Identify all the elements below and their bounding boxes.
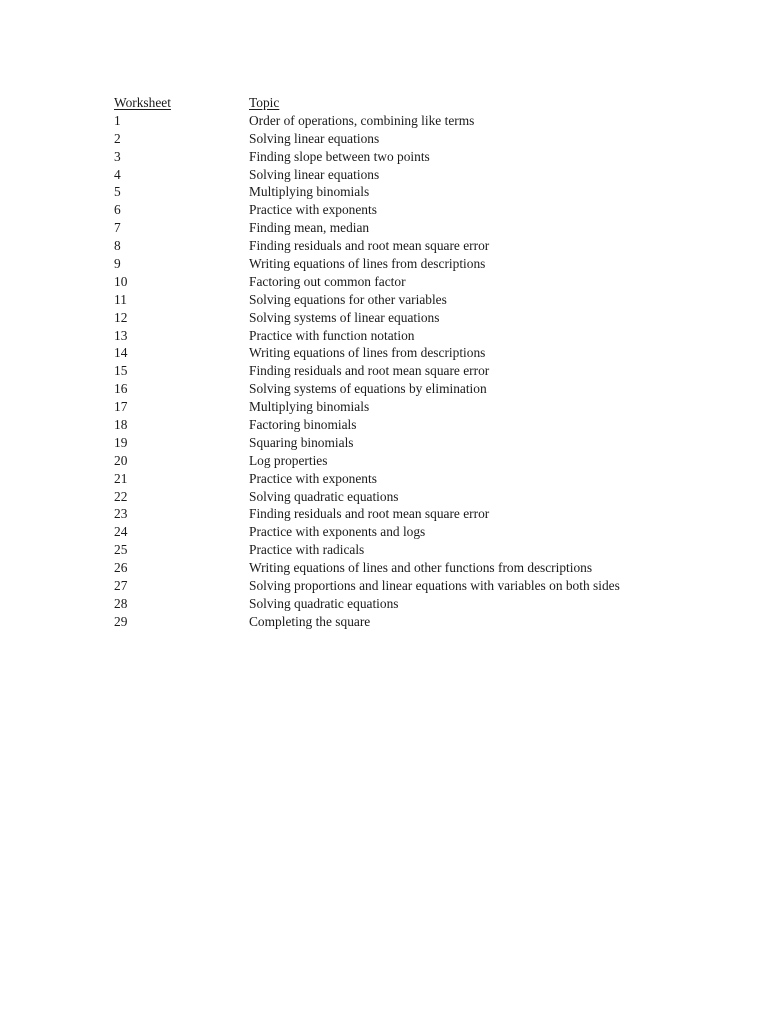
table-row — [114, 166, 714, 184]
table-header-row — [114, 94, 714, 112]
table-row — [114, 559, 714, 577]
worksheet-topic: Factoring out common factor — [249, 273, 406, 289]
worksheet-topic: Finding mean, median — [249, 220, 370, 236]
worksheet-number: 23 — [114, 506, 128, 522]
table-row — [114, 398, 714, 416]
worksheet-topic: Writing equations of lines from descriptions — [249, 256, 486, 272]
worksheet-number: 21 — [114, 470, 128, 486]
worksheet-number: 19 — [114, 434, 128, 450]
table-row — [114, 291, 714, 309]
table-row — [114, 577, 714, 595]
worksheet-topic: Solving equations for other variables — [249, 291, 447, 307]
worksheet-number: 2 — [114, 130, 121, 146]
worksheet-topic: Writing equations of lines from descriptions — [249, 345, 486, 361]
table-row — [114, 130, 714, 148]
worksheet-number: 3 — [114, 148, 121, 164]
topic-column-header — [249, 94, 714, 112]
worksheet-number: 16 — [114, 381, 128, 397]
table-row — [114, 309, 714, 327]
worksheet-column-header — [114, 94, 249, 112]
worksheet-topic: Solving systems of equations by elimination — [249, 381, 487, 397]
worksheet-number: 4 — [114, 166, 121, 182]
worksheet-topic: Order of operations, combining like terms — [249, 112, 475, 128]
worksheet-topic: Practice with radicals — [249, 542, 365, 558]
worksheet-number: 14 — [114, 345, 128, 361]
table-row — [114, 380, 714, 398]
worksheet-topic: Practice with function notation — [249, 327, 415, 343]
worksheet-topic: Practice with exponents — [249, 202, 377, 218]
worksheet-topic: Multiplying binomials — [249, 399, 370, 415]
table-row — [114, 273, 714, 291]
table-row — [114, 505, 714, 523]
table-row — [114, 362, 714, 380]
worksheet-topic: Log properties — [249, 452, 328, 468]
table-row — [114, 613, 714, 631]
worksheet-number: 25 — [114, 542, 128, 558]
worksheet-number: 27 — [114, 578, 128, 594]
table-row — [114, 327, 714, 345]
worksheet-topic: Solving linear equations — [249, 166, 380, 182]
table-row — [114, 219, 714, 237]
worksheet-topic: Multiplying binomials — [249, 184, 370, 200]
table-row — [114, 255, 714, 273]
table-row — [114, 237, 714, 255]
worksheet-topic: Solving quadratic equations — [249, 595, 399, 611]
table-row — [114, 523, 714, 541]
table-row — [114, 344, 714, 362]
worksheet-topic: Squaring binomials — [249, 434, 354, 450]
worksheet-topic: Solving linear equations — [249, 130, 380, 146]
table-row — [114, 488, 714, 506]
table-row — [114, 416, 714, 434]
table-row — [114, 201, 714, 219]
table-body — [114, 112, 714, 631]
table-row — [114, 595, 714, 613]
worksheet-topic: Solving quadratic equations — [249, 488, 399, 504]
worksheet-topic: Finding residuals and root mean square error — [249, 363, 490, 379]
worksheet-number: 10 — [114, 273, 128, 289]
topic-header-label: Topic — [249, 95, 280, 110]
worksheet-number: 18 — [114, 417, 128, 433]
worksheet-topic: Solving systems of linear equations — [249, 309, 440, 325]
worksheet-number: 5 — [114, 184, 121, 200]
table-row — [114, 452, 714, 470]
worksheet-number: 24 — [114, 524, 128, 540]
table-row — [114, 470, 714, 488]
worksheet-topic: Completing the square — [249, 613, 371, 629]
worksheet-number: 7 — [114, 220, 121, 236]
worksheet-topic: Factoring binomials — [249, 417, 357, 433]
worksheet-topic-table — [114, 94, 714, 631]
table-row — [114, 112, 714, 130]
worksheet-number: 17 — [114, 399, 128, 415]
worksheet-number: 8 — [114, 238, 121, 254]
worksheet-number: 6 — [114, 202, 121, 218]
worksheet-topic: Writing equations of lines and other functions from descriptions — [249, 560, 593, 576]
worksheet-topic: Solving proportions and linear equations with variables on both sides — [249, 578, 620, 594]
worksheet-number: 20 — [114, 452, 128, 468]
worksheet-number: 13 — [114, 327, 128, 343]
table-row — [114, 541, 714, 559]
worksheet-number: 11 — [114, 291, 127, 307]
worksheet-topic: Finding slope between two points — [249, 148, 430, 164]
worksheet-number: 1 — [114, 112, 121, 128]
table-row — [114, 434, 714, 452]
worksheet-number: 22 — [114, 488, 128, 504]
table-row — [114, 148, 714, 166]
worksheet-topic: Practice with exponents and logs — [249, 524, 426, 540]
worksheet-number: 29 — [114, 613, 128, 629]
worksheet-topic: Finding residuals and root mean square error — [249, 506, 490, 522]
worksheet-number: 15 — [114, 363, 128, 379]
worksheet-topic: Finding residuals and root mean square error — [249, 238, 490, 254]
worksheet-number: 9 — [114, 256, 121, 272]
worksheet-topic: Practice with exponents — [249, 470, 377, 486]
worksheet-number: 26 — [114, 560, 128, 576]
worksheet-header-label: Worksheet — [114, 95, 171, 110]
table-row — [114, 183, 714, 201]
worksheet-number: 28 — [114, 595, 128, 611]
worksheet-number: 12 — [114, 309, 128, 325]
